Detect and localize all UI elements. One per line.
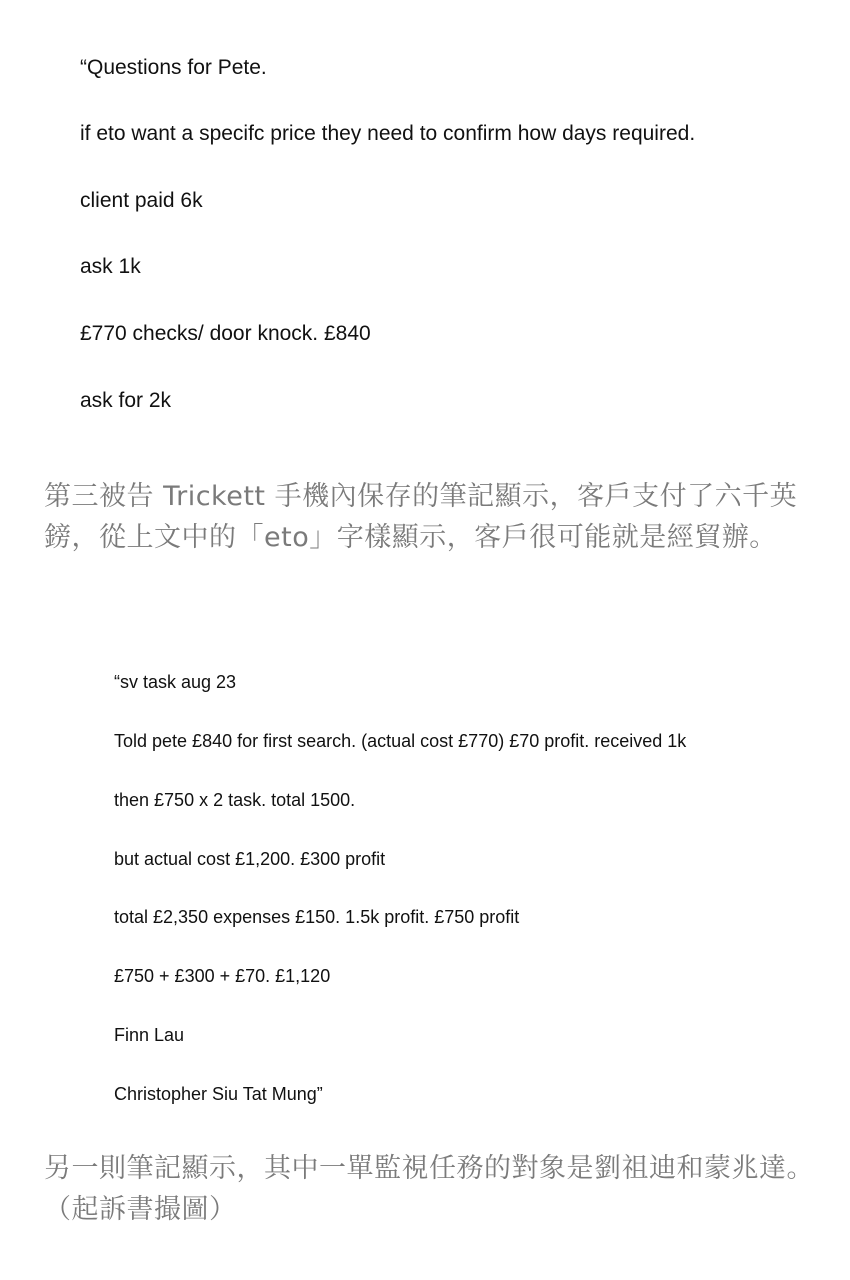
note1-line-2: if eto want a specifc price they need to confirm how days required. (80, 122, 696, 145)
note2-line-6: £750 + £300 + £70. £1,120 (114, 966, 331, 986)
note1-line-1: “Questions for Pete. (80, 56, 267, 79)
note2-line-2: Told pete £840 for first search. (actual cost £770) £70 profit. received 1k (114, 731, 687, 751)
note2-line-7: Finn Lau (114, 1025, 185, 1045)
note2-line-1: “sv task aug 23 (114, 672, 237, 692)
note2-line-3: then £750 x 2 task. total 1500. (114, 790, 356, 810)
note1-line-5: £770 checks/ door knock. £840 (80, 322, 371, 345)
caption-second: 另一則筆記顯示，其中一單監視任務的對象是劉祖迪和蒙兆達。 （起訴書撮圖） (44, 1153, 814, 1225)
note1-line-4: ask 1k (80, 255, 141, 278)
note2-line-4: but actual cost £1,200. £300 profit (114, 849, 386, 869)
note1-line-3: client paid 6k (80, 189, 203, 212)
note2-line-8: Christopher Siu Tat Mung” (114, 1084, 323, 1104)
caption-first: 第三被告 Trickett 手機內保存的筆記顯示，客戶支付了六千英鎊，從上文中的「eto」字樣顯示，客戶很可能就是經貿辦。 (44, 481, 798, 553)
note1-line-6: ask for 2k (80, 389, 172, 412)
note2-line-5: total £2,350 expenses £150. 1.5k profit. £750 profit (114, 907, 520, 927)
